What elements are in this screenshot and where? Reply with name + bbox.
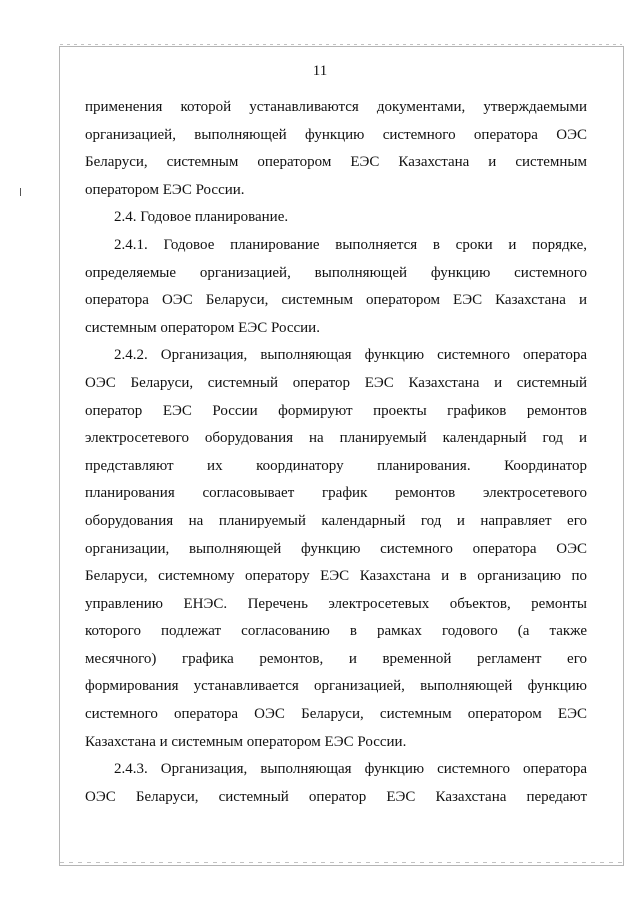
margin-mark bbox=[20, 188, 21, 196]
document-body bbox=[85, 94, 587, 811]
text-line: применения которой устанавливаются документами, утверждаемыми bbox=[85, 99, 587, 115]
text-line: системного оператора ОЭС Беларуси, системным оператором ЕЭС bbox=[85, 706, 587, 723]
text-line: месячного) графика ремонтов, и временной регламент его bbox=[85, 650, 587, 667]
text-line: 2.4.2. Организация, выполняющая функцию системного оператора bbox=[114, 347, 587, 364]
text-line: электросетевого оборудования на планируемый календарный год и bbox=[85, 430, 587, 447]
text-line: ОЭС Беларуси, системный оператор ЕЭС Казахстана передают bbox=[85, 788, 587, 805]
text-line: Беларуси, системным оператором ЕЭС Казахстана и системным bbox=[85, 154, 587, 171]
text-line: оборудования на планируемый календарный год и направляет его bbox=[85, 512, 587, 529]
text-line: планирования согласовывает график ремонтов электросетевого bbox=[85, 485, 587, 502]
scan-border-top bbox=[60, 44, 622, 45]
text-line: определяемые организацией, выполняющей функцию системного bbox=[85, 264, 587, 281]
text-line: организации, выполняющей функцию системного оператора ОЭС bbox=[85, 540, 587, 557]
scan-border-bottom bbox=[60, 862, 622, 863]
text-line: управлению ЕНЭС. Перечень электросетевых объектов, ремонты bbox=[85, 595, 587, 612]
text-line: формирования устанавливается организацией, выполняющей функцию bbox=[85, 678, 587, 695]
text-line: которого подлежат согласованию в рамках годового (а также bbox=[85, 623, 587, 640]
text-line: ОЭС Беларуси, системный оператор ЕЭС Казахстана и системный bbox=[85, 374, 587, 391]
text-line: Беларуси, системному оператору ЕЭС Казахстана и в организацию по bbox=[85, 568, 587, 585]
text-line: Казахстана и системным оператором ЕЭС России. bbox=[85, 733, 407, 750]
text-line: оператора ОЭС Беларуси, системным оператором ЕЭС Казахстана и bbox=[85, 292, 587, 309]
text-line: организацией, выполняющей функцию системного оператора ОЭС bbox=[85, 126, 587, 143]
text-line: системным оператором ЕЭС России. bbox=[85, 319, 320, 336]
text-line: оператор ЕЭС России формируют проекты графиков ремонтов bbox=[85, 402, 587, 419]
text-line: оператором ЕЭС России. bbox=[85, 181, 245, 198]
text-line: 2.4.1. Годовое планирование выполняется в сроки и порядке, bbox=[114, 236, 587, 253]
text-line: 2.4. Годовое планирование. bbox=[114, 209, 289, 226]
page-number: 11 bbox=[312, 63, 328, 79]
text-line: представляют их координатору планирования. Координатор bbox=[85, 457, 587, 474]
text-line: 2.4.3. Организация, выполняющая функцию системного оператора bbox=[114, 761, 587, 778]
